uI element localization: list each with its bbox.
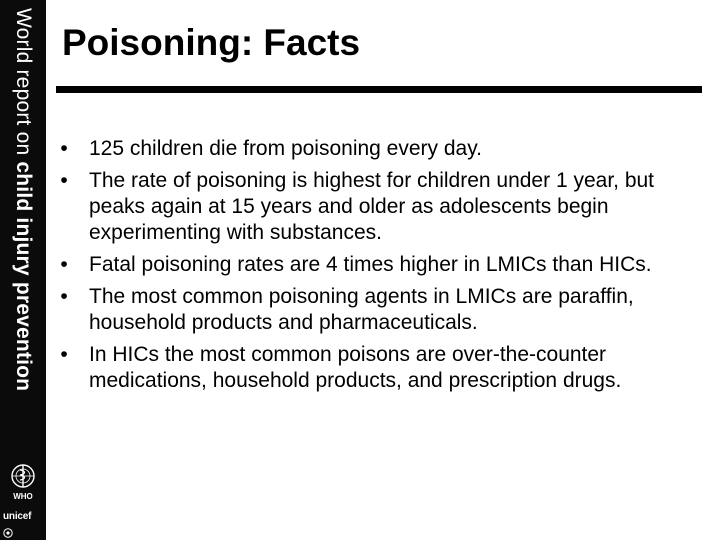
- report-title-light: World report on: [12, 8, 35, 162]
- bullet-text: 125 children die from poisoning every day.: [89, 137, 483, 160]
- sidebar: [0, 0, 46, 540]
- who-logo: [7, 462, 39, 502]
- bullet-item: [56, 136, 706, 162]
- bullet-item: [56, 342, 706, 394]
- bullet-item: [56, 168, 706, 246]
- bullet-marker: •: [60, 253, 68, 276]
- report-title-bold: child injury prevention: [12, 161, 35, 392]
- bullet-marker: •: [60, 169, 68, 192]
- unicef-logo: [3, 506, 45, 526]
- bullet-marker: •: [60, 285, 68, 308]
- bullet-item: [56, 284, 706, 336]
- report-title-vertical: [10, 8, 36, 392]
- title-underline-rule: [56, 86, 702, 93]
- bullet-text: In HICs the most common poisons are over-the-counter medications, household products, and prescription drugs.: [89, 343, 622, 392]
- who-logo-text: WHO: [13, 492, 33, 501]
- bullet-text: The most common poisoning agents in LMICs are paraffin, household products and pharmaceuticals.: [89, 285, 634, 334]
- bullet-item: [56, 252, 706, 278]
- bullet-marker: •: [60, 137, 68, 160]
- bullet-text: Fatal poisoning rates are 4 times higher in LMICs than HICs.: [89, 253, 652, 276]
- bullet-text: The rate of poisoning is highest for children under 1 year, but peaks again at 15 years and older as adolescents begin experimenting with substances.: [89, 169, 655, 244]
- who-emblem-icon: [7, 462, 39, 502]
- unicef-globe-icon: [3, 528, 13, 538]
- unicef-logo-text: unicef: [3, 511, 32, 522]
- bullet-marker: •: [60, 343, 68, 366]
- slide-title: Poisoning: Facts: [62, 22, 361, 63]
- bullet-list: [56, 136, 706, 400]
